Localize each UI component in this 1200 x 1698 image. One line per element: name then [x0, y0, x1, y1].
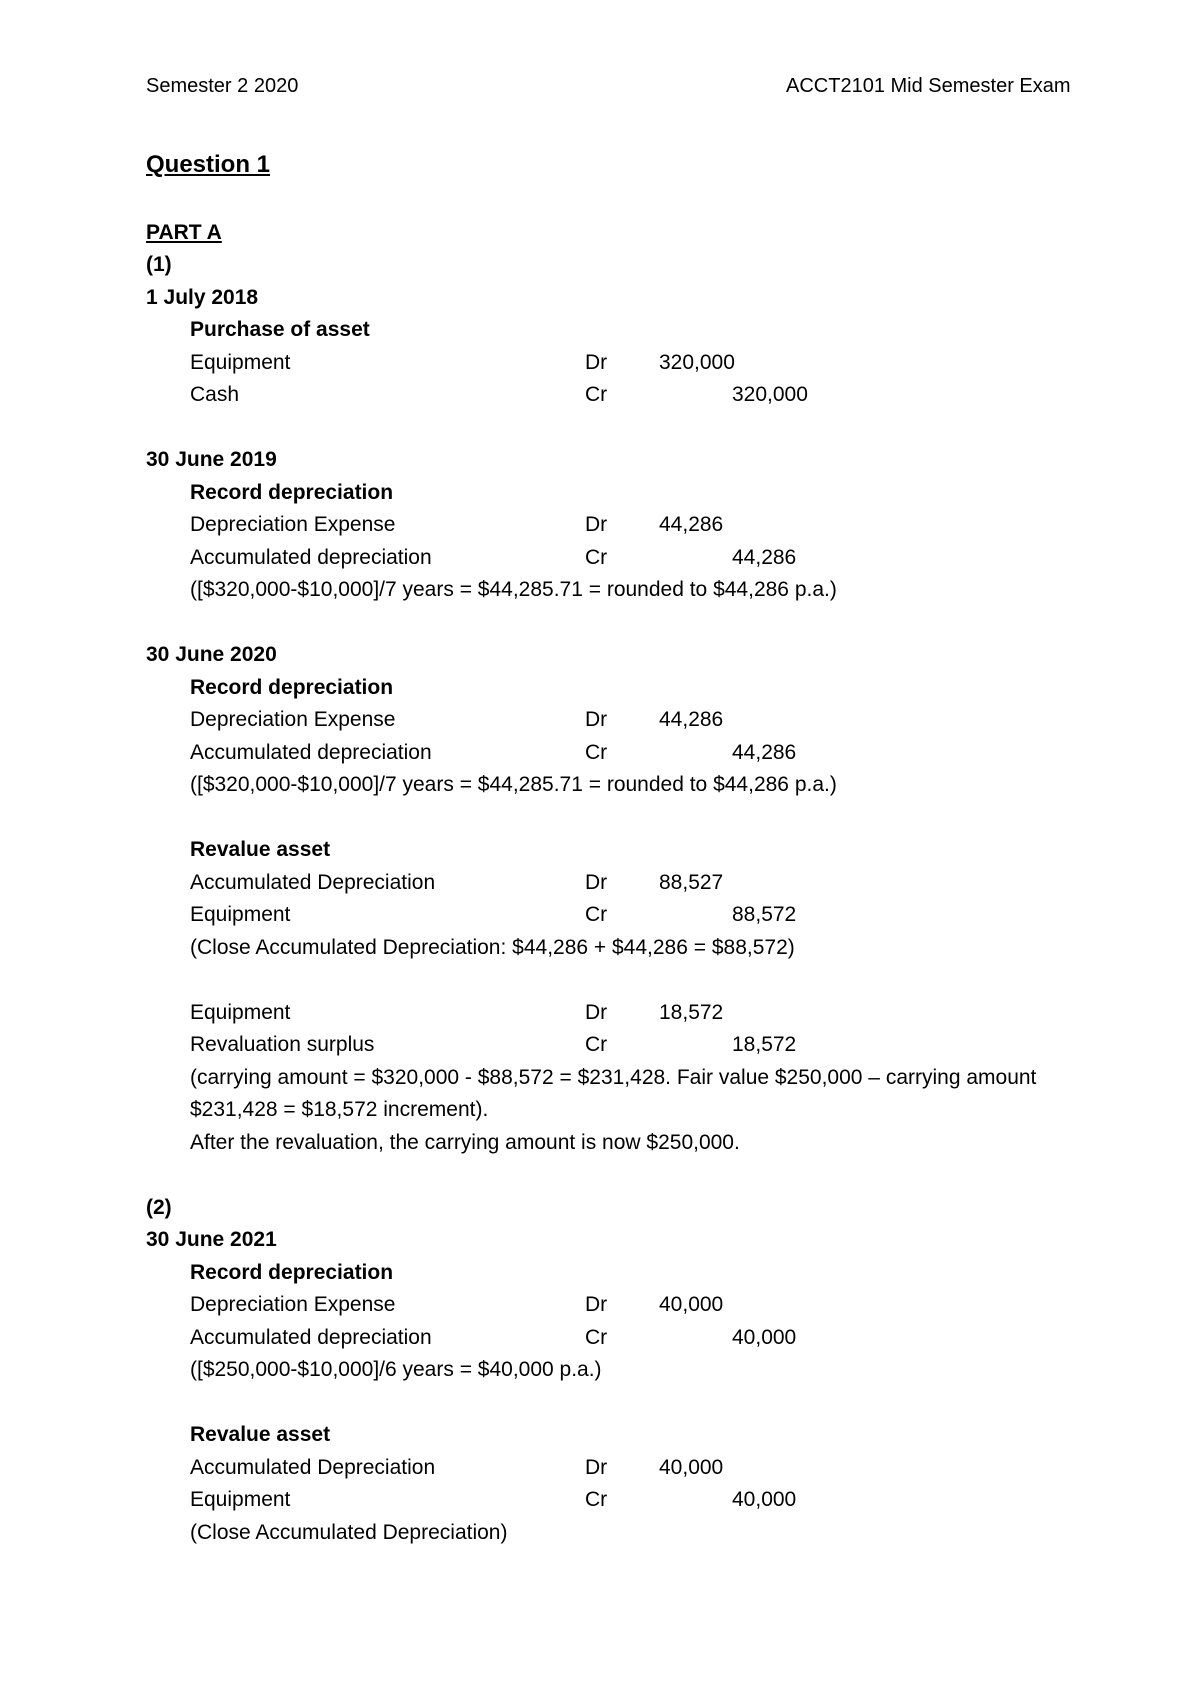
- journal-row: [146, 704, 1086, 737]
- debit-credit-marker: Cr: [585, 1325, 608, 1349]
- account-name: Depreciation Expense: [190, 708, 396, 731]
- entry-date: 1 July 2018: [146, 285, 259, 309]
- calculation-note: (Close Accumulated Depreciation): [190, 1520, 508, 1544]
- spacer: [146, 607, 1086, 640]
- journal-row: [146, 509, 1086, 542]
- debit-amount: 44,286: [659, 708, 724, 731]
- debit-credit-marker: Cr: [585, 903, 608, 926]
- document-body: [146, 146, 1086, 1549]
- header-course: ACCT2101 Mid Semester Exam: [786, 75, 1071, 97]
- journal-row: [146, 1452, 1086, 1485]
- debit-credit-marker: Dr: [585, 513, 608, 536]
- journal-row: [146, 1029, 1086, 1062]
- debit-credit-marker: Dr: [585, 1455, 608, 1479]
- section-label-1: (1): [146, 253, 172, 276]
- debit-amount: 44,286: [659, 513, 724, 536]
- journal-row: [146, 347, 1086, 380]
- credit-amount: 40,000: [732, 1488, 797, 1511]
- journal-row: [146, 379, 1086, 412]
- debit-amount: 18,572: [659, 1000, 724, 1024]
- account-name: Equipment: [190, 903, 291, 926]
- calculation-note: (carrying amount = $320,000 - $88,572 = $231,428. Fair value $250,000 – carrying amount $231,428 = $18,572 increment).: [190, 1065, 1037, 1121]
- debit-credit-marker: Dr: [585, 1293, 608, 1316]
- part-title: PART A: [146, 220, 222, 244]
- spacer: [146, 964, 1086, 997]
- account-name: Equipment: [190, 1000, 291, 1024]
- header-semester: Semester 2 2020: [146, 75, 299, 97]
- debit-credit-marker: Dr: [585, 1000, 608, 1024]
- spacer: [146, 802, 1086, 835]
- entry-date: 30 June 2021: [146, 1228, 277, 1251]
- entry-heading: Record depreciation: [190, 675, 394, 699]
- journal-row: [146, 1322, 1086, 1355]
- calculation-note: (Close Accumulated Depreciation: $44,286 + $44,286 = $88,572): [190, 935, 795, 959]
- entry-heading: Record depreciation: [190, 480, 394, 504]
- account-name: Cash: [190, 383, 240, 406]
- credit-amount: 18,572: [732, 1033, 797, 1056]
- calculation-note: ([$250,000-$10,000]/6 years = $40,000 p.a.): [190, 1358, 602, 1381]
- spacer: [146, 184, 1086, 217]
- account-name: Accumulated Depreciation: [190, 1455, 436, 1479]
- section-label-2: (2): [146, 1195, 172, 1219]
- entry-heading: Revalue asset: [190, 1423, 331, 1446]
- journal-row: [146, 997, 1086, 1030]
- debit-amount: 88,527: [659, 870, 724, 894]
- calculation-note: ([$320,000-$10,000]/7 years = $44,285.71 = rounded to $44,286 p.a.): [190, 773, 837, 796]
- entry-heading: Purchase of asset: [190, 318, 370, 341]
- debit-credit-marker: Dr: [585, 708, 608, 731]
- spacer: [146, 412, 1086, 445]
- debit-credit-marker: Cr: [585, 1488, 608, 1511]
- account-name: Equipment: [190, 1488, 291, 1511]
- debit-amount: 40,000: [659, 1455, 724, 1479]
- credit-amount: 88,572: [732, 903, 797, 926]
- entry-date: 30 June 2019: [146, 448, 277, 471]
- debit-amount: 320,000: [659, 350, 735, 374]
- debit-credit-marker: Cr: [585, 545, 608, 569]
- calculation-note: ([$320,000-$10,000]/7 years = $44,285.71 = rounded to $44,286 p.a.): [190, 578, 837, 601]
- spacer: [146, 1387, 1086, 1420]
- question-title: Question 1: [146, 151, 271, 178]
- journal-row: [146, 899, 1086, 932]
- account-name: Accumulated Depreciation: [190, 870, 436, 894]
- account-name: Equipment: [190, 350, 291, 374]
- debit-amount: 40,000: [659, 1293, 724, 1316]
- debit-credit-marker: Dr: [585, 350, 608, 374]
- credit-amount: 40,000: [732, 1325, 797, 1349]
- debit-credit-marker: Cr: [585, 1033, 608, 1056]
- debit-credit-marker: Cr: [585, 383, 608, 406]
- credit-amount: 44,286: [732, 545, 797, 569]
- entry-heading: Revalue asset: [190, 838, 331, 861]
- credit-amount: 44,286: [732, 740, 797, 764]
- account-name: Revaluation surplus: [190, 1033, 375, 1056]
- credit-amount: 320,000: [732, 383, 808, 406]
- debit-credit-marker: Dr: [585, 870, 608, 894]
- account-name: Accumulated depreciation: [190, 740, 432, 764]
- journal-row: [146, 542, 1086, 575]
- account-name: Depreciation Expense: [190, 513, 396, 536]
- account-name: Accumulated depreciation: [190, 545, 432, 569]
- journal-row: [146, 1289, 1086, 1322]
- entry-heading: Record depreciation: [190, 1260, 394, 1284]
- account-name: Depreciation Expense: [190, 1293, 396, 1316]
- journal-row: [146, 1484, 1086, 1517]
- entry-date: 30 June 2020: [146, 643, 277, 666]
- calculation-note: After the revaluation, the carrying amount is now $250,000.: [190, 1130, 740, 1154]
- debit-credit-marker: Cr: [585, 740, 608, 764]
- journal-row: [146, 737, 1086, 770]
- account-name: Accumulated depreciation: [190, 1325, 432, 1349]
- spacer: [146, 1159, 1086, 1192]
- journal-row: [146, 867, 1086, 900]
